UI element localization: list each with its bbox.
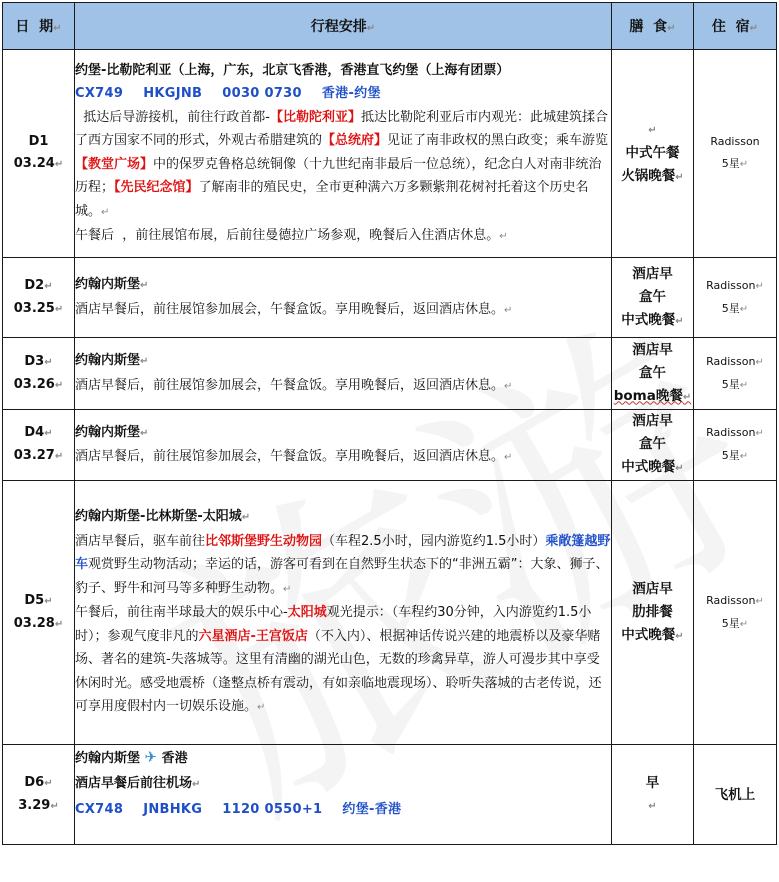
- meal-cell: 酒店早 盒午 boma晚餐↵: [612, 338, 694, 410]
- header-hotel: 住 宿↵: [694, 3, 777, 50]
- hotel-cell: Radisson↵ 5星↵: [694, 410, 777, 481]
- plan-cell: [75, 258, 612, 338]
- day-cell: D2↵ 03.25↵: [3, 258, 75, 338]
- day-cell: D4↵ 03.27↵: [3, 410, 75, 481]
- itinerary-table: [2, 2, 777, 845]
- plan-text: 酒店早餐后前往机场↵: [75, 776, 201, 791]
- meal-cell: 酒店早 盒午 中式晚餐↵: [612, 410, 694, 481]
- row-d5: [3, 481, 777, 745]
- flight-info: CX748 JNBHKG 1120 0550+1 约堡-香港: [75, 802, 402, 817]
- plan-text: 抵达后导游接机，前往行政首都-【比勒陀利亚】抵达比勒陀利亚后市内观光：此城建筑揉合了西方国家不同的形式，外观古希腊建筑的【总统府】见证了南非政权的黑白政变；乘车游览【教堂广场】中的保罗克鲁格总统铜像（十九世纪南非最后一位总统），纪念白人对南非统治历程；【先民纪念馆】了解南非的殖民史，全市更种满六万多颗紫荆花树衬托着这个历史名城。↵: [75, 109, 609, 219]
- row-d3: [3, 338, 777, 410]
- row-d4: [3, 410, 777, 481]
- day-cell: D3↵ 03.26↵: [3, 338, 75, 410]
- meal-cell: 早 ↵: [612, 745, 694, 845]
- day-title: 约翰内斯堡 ✈ 香港: [75, 748, 188, 766]
- day-cell: D5↵ 03.28↵: [3, 481, 75, 745]
- day-title: 约翰内斯堡↵: [75, 277, 149, 292]
- plan-cell: [75, 410, 612, 481]
- airplane-icon: ✈: [144, 748, 158, 766]
- row-d2: [3, 258, 777, 338]
- plan-text: 午餐后 ，前往展馆布展，后前往曼德拉广场参观，晚餐后入住酒店休息。↵: [75, 228, 508, 243]
- day-title: 约翰内斯堡-比林斯堡-太阳城↵: [75, 509, 251, 525]
- row-d1: [3, 50, 777, 258]
- hotel-cell: Radisson↵ 5星↵: [694, 338, 777, 410]
- day-title: 约翰内斯堡↵: [75, 424, 149, 440]
- header-meals: 膳 食↵: [612, 3, 694, 50]
- row-d6: [3, 745, 777, 845]
- meal-cell: ↵ 中式午餐 火锅晚餐↵: [612, 50, 694, 258]
- plan-text: 酒店早餐后，前往展馆参加展会，午餐盒饭。享用晚餐后，返回酒店休息。↵: [75, 301, 513, 317]
- day-title: 约堡-比勒陀利亚（上海，广东，北京飞香港，香港直飞约堡（上海有团票）: [75, 62, 510, 78]
- meal-cell: 酒店早 盒午 中式晚餐↵: [612, 258, 694, 338]
- plan-text: 酒店早餐后，前往展馆参加展会，午餐盒饭。享用晚餐后，返回酒店休息。↵: [75, 449, 513, 464]
- plan-text: 午餐后，前往南半球最大的娱乐中心-太阳城观光提示：（车程约30分钟，入内游览约1.5小时）；参观气度非凡的六星酒店-王宫饭店（不入内）、根据神话传说兴建的地震桥以及豪华赌场、著名的建筑-失落城等。这里有清幽的湖光山色，无数的珍禽异草，游人可漫步其中享受休闲时光。感受地震桥（逢整点桥有震动，有如亲临地震现场）、聆听失落城的古老传说，还可享用度假村内一切娱乐设施。↵: [75, 605, 602, 715]
- header-plan: 行程安排↵: [75, 3, 612, 50]
- flight-info: CX749 HKGJNB 0030 0730 香港-约堡: [75, 86, 381, 101]
- plan-cell: [75, 50, 612, 258]
- meal-cell: 酒店早 肋排餐 中式晚餐↵: [612, 481, 694, 745]
- plan-cell: [75, 745, 612, 845]
- plan-text: 酒店早餐后，驱车前往比邻斯堡野生动物园（车程2.5小时，园内游览约1.5小时）乘敞篷越野车观赏野生动物活动；幸运的话，游客可看到在自然野生状态下的“非洲五霸”：大象、狮子、豹子、野牛和河马等多种野生动物。↵: [75, 533, 611, 596]
- day-title: 约翰内斯堡↵: [75, 353, 149, 368]
- header-row: [3, 3, 777, 50]
- day-cell: D1 03.24↵: [3, 50, 75, 258]
- plan-cell: [75, 481, 612, 745]
- plan-cell: [75, 338, 612, 410]
- hotel-cell: Radisson↵ 5星↵: [694, 481, 777, 745]
- hotel-cell: 飞机上: [694, 745, 777, 845]
- hotel-cell: Radisson↵ 5星↵: [694, 258, 777, 338]
- day-cell: D6↵ 3.29↵: [3, 745, 75, 845]
- plan-text: 酒店早餐后，前往展馆参加展会，午餐盒饭。享用晚餐后，返回酒店休息。↵: [75, 377, 513, 393]
- header-date: 日 期↵: [3, 3, 75, 50]
- hotel-cell: Radisson 5星↵: [694, 50, 777, 258]
